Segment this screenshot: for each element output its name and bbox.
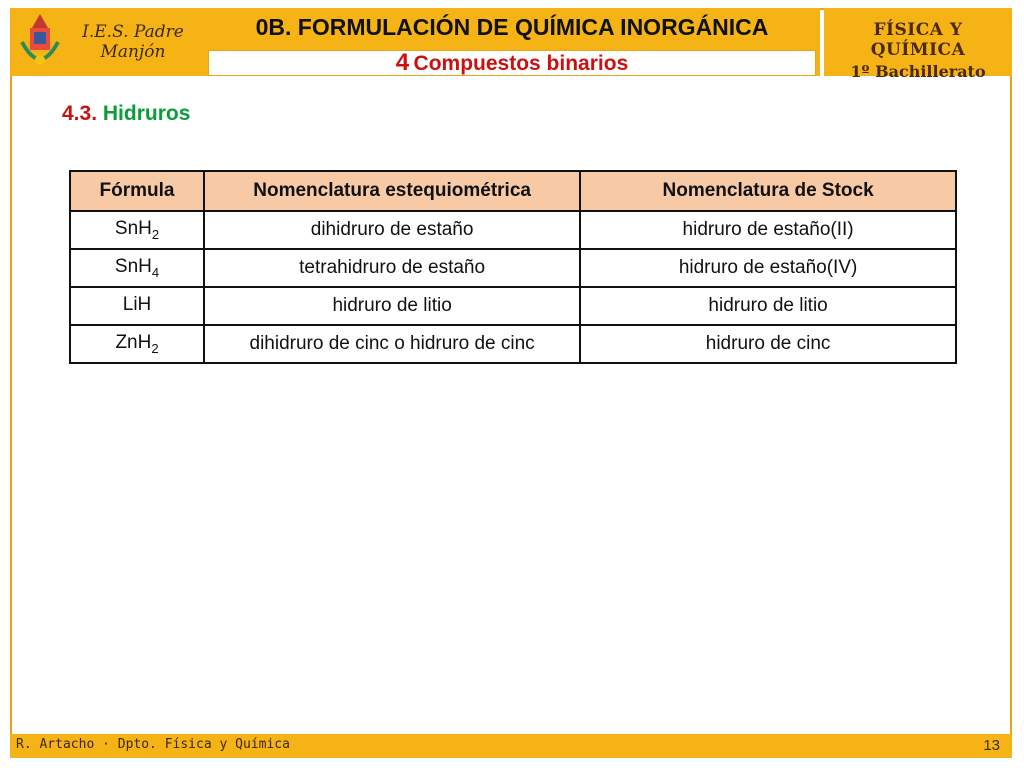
hydrides-table [69, 170, 957, 364]
school-name [62, 22, 204, 62]
header-stock: Nomenclatura de Stock [580, 171, 956, 211]
formula-cell [70, 325, 204, 363]
formula-base: LiH [122, 294, 152, 316]
formula-subscript: 2 [151, 340, 159, 356]
footer-bar [10, 734, 1012, 758]
school-name-line2: Manjón [100, 42, 166, 62]
title-header [204, 8, 820, 76]
stoichiometric-cell: dihidruro de estaño [204, 211, 580, 249]
subtitle-text: Compuestos binarios [413, 52, 629, 75]
formula-base: SnH [114, 256, 152, 278]
subtitle-box [208, 50, 816, 76]
subtitle-number: 4 [395, 49, 410, 76]
page-number: 13 [983, 737, 1000, 754]
section-heading [62, 102, 190, 126]
formula-subscript: 2 [151, 226, 160, 242]
school-name-line1: I.E.S. Padre [82, 22, 184, 42]
section-title: Hidruros [102, 102, 191, 125]
stock-cell: hidruro de cinc [580, 325, 956, 363]
table-header-row [70, 171, 956, 211]
formula-cell [70, 249, 204, 287]
formula-cell [70, 287, 204, 325]
school-header [10, 8, 204, 76]
stock-cell: hidruro de litio [580, 287, 956, 325]
stoichiometric-cell: hidruro de litio [204, 287, 580, 325]
footer-author: R. Artacho · Dpto. Física y Química [16, 737, 290, 752]
subject-name: FÍSICA Y QUÍMICA [870, 20, 966, 60]
subject-header [824, 8, 1012, 81]
section-number: 4.3. [62, 102, 98, 125]
table-row [70, 249, 956, 287]
formula-base: ZnH [115, 332, 152, 354]
page-title: 0B. FORMULACIÓN DE QUÍMICA INORGÁNICA [255, 14, 769, 40]
course-name: 1º Bachillerato [850, 62, 986, 81]
stock-cell: hidruro de estaño(IV) [580, 249, 956, 287]
stoichiometric-cell: dihidruro de cinc o hidruro de cinc [204, 325, 580, 363]
table-row [70, 211, 956, 249]
formula-base: SnH [114, 218, 152, 240]
header-stoichiometric: Nomenclatura estequiométrica [204, 171, 580, 211]
formula-cell [70, 211, 204, 249]
table-row [70, 287, 956, 325]
stoichiometric-cell: tetrahidruro de estaño [204, 249, 580, 287]
stock-cell: hidruro de estaño(II) [580, 211, 956, 249]
header-formula: Fórmula [70, 171, 204, 211]
formula-subscript: 4 [151, 264, 160, 280]
table-row [70, 325, 956, 363]
school-logo-icon [18, 12, 62, 72]
